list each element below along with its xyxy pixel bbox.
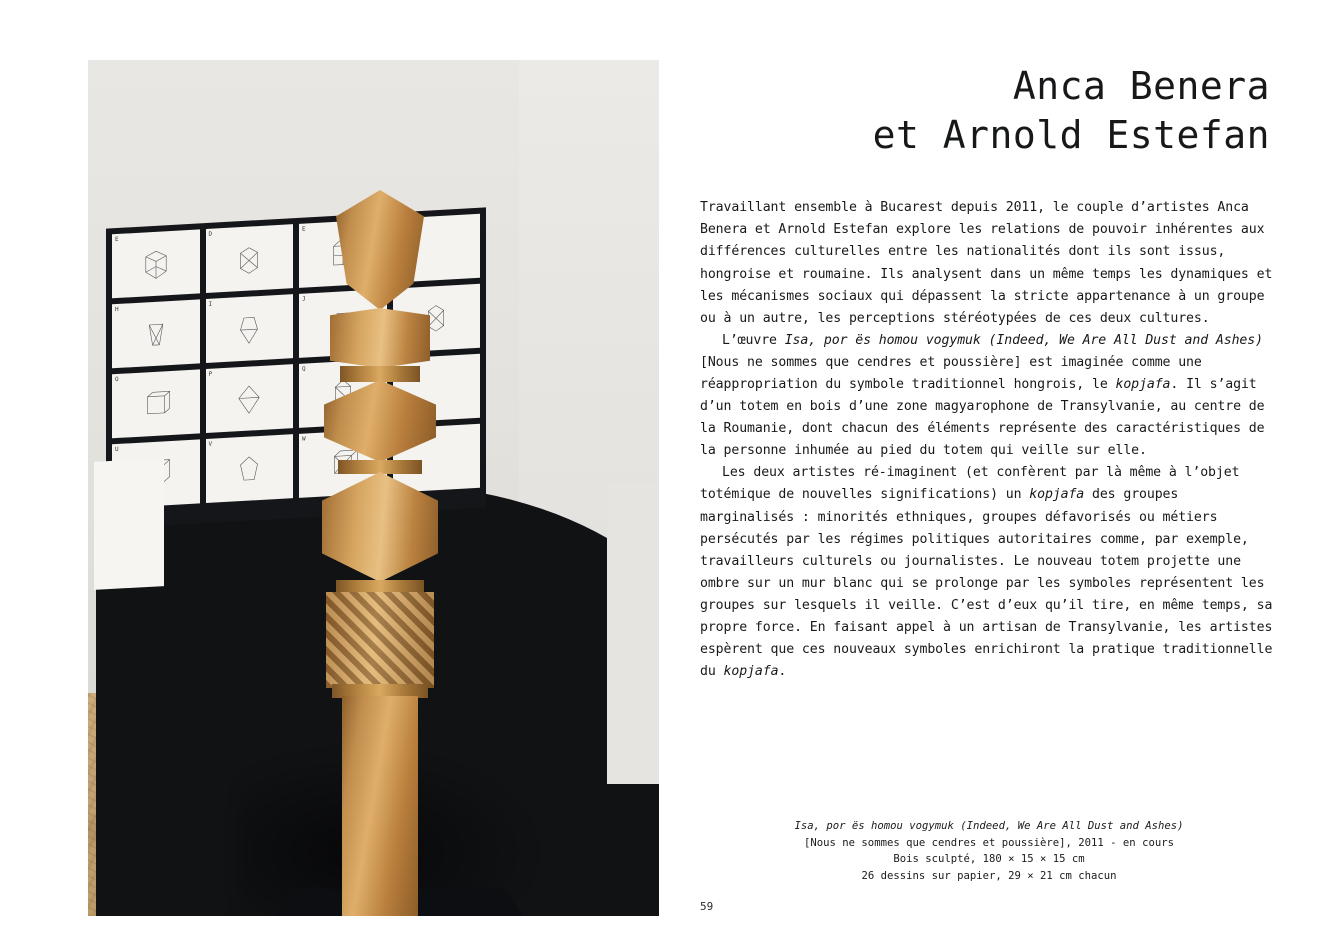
polyhedron-icon (139, 385, 173, 425)
caption-line-title: Isa, por ës homou vogymuk (Indeed, We Are All Dust and Ashes) (794, 820, 1184, 832)
drawing-label: D (208, 230, 213, 238)
drawing-cell (206, 294, 294, 363)
totem-ring (340, 366, 420, 382)
drawing-cell (206, 434, 294, 503)
drawing-cell (112, 299, 200, 368)
page-number: 59 (700, 900, 714, 913)
polyhedron-icon (232, 310, 266, 350)
title-line-1: Anca Benera (1012, 64, 1270, 108)
article-paragraph: Les deux artistes ré-imaginent (et confèrent par là même à l’objet totémique de nouvelles significations) un kopjafa des groupes marginalisés : minorités ethniques, groupes défavorisés ou métiers persécutés par les régimes politiques autoritaires comme, par exemple, travailleurs culturels ou journalistes. Le nouveau totem projette une ombre sur un mur blanc qui se prolonge par les symboles représentent les groupes sur lesquels il veille. C’est d’eux qu’il tire, en même temps, sa propre force. En faisant appel à un artisan de Transylvanie, les artistes espèrent que ces nouveaux symboles enrichiront la pratique traditionnelle du kopjafa. (700, 465, 1273, 680)
drawing-label: P (208, 370, 213, 378)
caption-line-drawings: 26 dessins sur papier, 29 × 21 cm chacun (861, 869, 1117, 882)
drawing-label: Q (302, 365, 306, 373)
drawing-label: E (302, 225, 306, 233)
polyhedron-icon (139, 245, 173, 285)
kopjafa-totem (320, 190, 440, 916)
loose-drawing-sheet (94, 514, 164, 590)
totem-top-facet (336, 190, 424, 310)
drawing-label: O (115, 375, 119, 384)
artwork-caption (700, 818, 1278, 884)
totem-sawtooth-segment (326, 592, 434, 688)
drawing-cell (206, 224, 294, 293)
polyhedron-icon (232, 240, 266, 280)
drawing-cell (206, 364, 294, 433)
drawing-label: E (115, 235, 119, 244)
drawing-label: W (302, 435, 306, 443)
drawing-label: V (208, 440, 213, 448)
white-wall-edge (607, 484, 659, 784)
artwork-photograph (88, 60, 659, 916)
polyhedron-icon (232, 380, 266, 420)
totem-diamond-segment (322, 472, 438, 582)
totem-star-segment (324, 380, 436, 462)
totem-segment (330, 308, 430, 368)
article-column (700, 0, 1280, 949)
title-line-2: et Arnold Estefan (872, 112, 1270, 157)
totem-shaft (342, 696, 418, 916)
drawing-cell (112, 229, 200, 298)
page-title (700, 62, 1280, 159)
drawing-cell (112, 369, 200, 438)
caption-line-medium: Bois sculpté, 180 × 15 × 15 cm (893, 853, 1085, 865)
article-body (700, 197, 1278, 683)
drawing-label: H (115, 305, 119, 314)
article-paragraph: L’œuvre Isa, por ës homou vogymuk (Indeed, We Are All Dust and Ashes) [Nous ne sommes que cendres et poussière] est imaginée comme une réappropriation du symbole traditionnel hongrois, le kopjafa. Il s’agit d’un totem en bois d’une zone magyarophone de Transylvanie, au centre de la Roumanie, dont chacun des éléments représente des caractéristiques de la personne inhumée au pied du totem qui veille sur elle. (700, 332, 1265, 459)
polyhedron-icon (232, 450, 266, 490)
polyhedron-icon (139, 315, 173, 355)
article-paragraph: Travaillant ensemble à Bucarest depuis 2011, le couple d’artistes Anca Benera et Arnold Estefan explore les relations de pouvoir inhérentes aux différences culturelles entre les nationalités dont ils sont issus, hongroise et roumaine. Ils analysent dans un même temps les dynamiques et les mécanismes sociaux qui dépassent la stricte appartenance à un groupe ou à un autre, les perceptions stéréotypées de ces deux cultures. (700, 200, 1273, 326)
caption-line-translation: [Nous ne sommes que cendres et poussière], 2011 - en cours (804, 836, 1174, 849)
totem-ring (338, 460, 422, 474)
drawing-label: U (115, 445, 119, 454)
drawing-label: J (302, 295, 306, 303)
drawing-label: I (208, 300, 213, 308)
